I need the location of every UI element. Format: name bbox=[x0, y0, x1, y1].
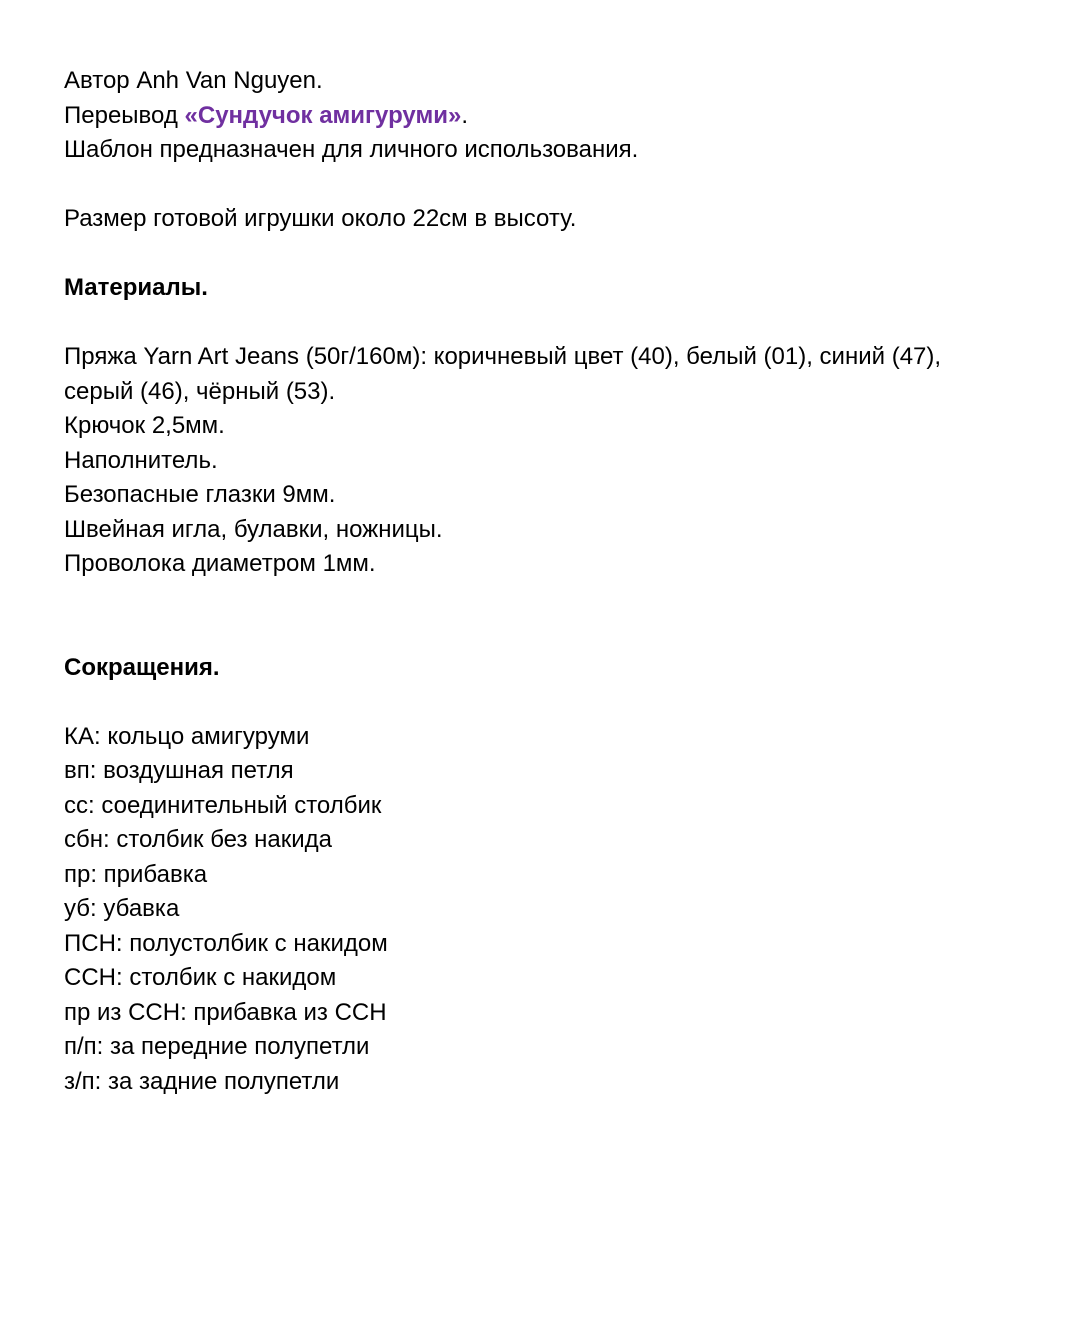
abbreviation-item: сбн: столбик без накида bbox=[64, 826, 333, 853]
materials-item: Проволока диаметром 1мм. bbox=[64, 550, 376, 577]
abbreviation-item: ПСН: полустолбик с накидом bbox=[64, 929, 388, 957]
abbreviation-item: сс: соединительный столбик bbox=[64, 791, 382, 819]
materials-item: Швейная игла, булавки, ножницы. bbox=[64, 515, 443, 543]
abbreviation-item: вп: воздушная петля bbox=[64, 757, 294, 784]
translation-prefix: Переывод bbox=[64, 101, 185, 129]
spacer bbox=[64, 582, 1024, 617]
author-line: Автор Anh Van Nguyen. bbox=[64, 67, 323, 94]
abbreviation-item: уб: убавка bbox=[64, 895, 180, 922]
materials-item: серый (46), чёрный (53). bbox=[64, 377, 336, 405]
size-line: Размер готовой игрушки около 22см в высоту. bbox=[64, 205, 577, 232]
abbreviation-item: пр из ССН: прибавка из ССН bbox=[64, 998, 387, 1026]
usage-line: Шаблон предназначен для личного использования. bbox=[64, 136, 639, 163]
spacer bbox=[64, 616, 1024, 651]
materials-list bbox=[64, 340, 1024, 582]
abbreviations-list bbox=[64, 720, 1024, 1100]
translation-name: «Сундучок амигуруми» bbox=[184, 101, 462, 129]
abbreviations-heading: Сокращения. bbox=[64, 653, 220, 681]
spacer bbox=[64, 306, 1024, 341]
materials-item: Крючок 2,5мм. bbox=[64, 412, 225, 439]
spacer bbox=[64, 168, 1024, 203]
translation-suffix: . bbox=[461, 101, 468, 129]
document-page bbox=[64, 64, 1024, 1099]
materials-heading: Материалы. bbox=[64, 274, 208, 301]
materials-item: Наполнитель. bbox=[64, 446, 218, 474]
spacer bbox=[64, 685, 1024, 720]
materials-item: Пряжа Yarn Art Jeans (50г/160м): коричневый цвет (40), белый (01), синий (47), bbox=[64, 343, 942, 370]
spacer bbox=[64, 237, 1024, 272]
abbreviation-item: ССН: столбик с накидом bbox=[64, 964, 337, 991]
abbreviation-item: КА: кольцо амигуруми bbox=[64, 722, 310, 750]
abbreviation-item: з/п: за задние полупетли bbox=[64, 1067, 340, 1095]
materials-item: Безопасные глазки 9мм. bbox=[64, 481, 336, 508]
abbreviation-item: п/п: за передние полупетли bbox=[64, 1033, 370, 1060]
abbreviation-item: пр: прибавка bbox=[64, 860, 208, 888]
translation-line bbox=[64, 99, 1024, 134]
